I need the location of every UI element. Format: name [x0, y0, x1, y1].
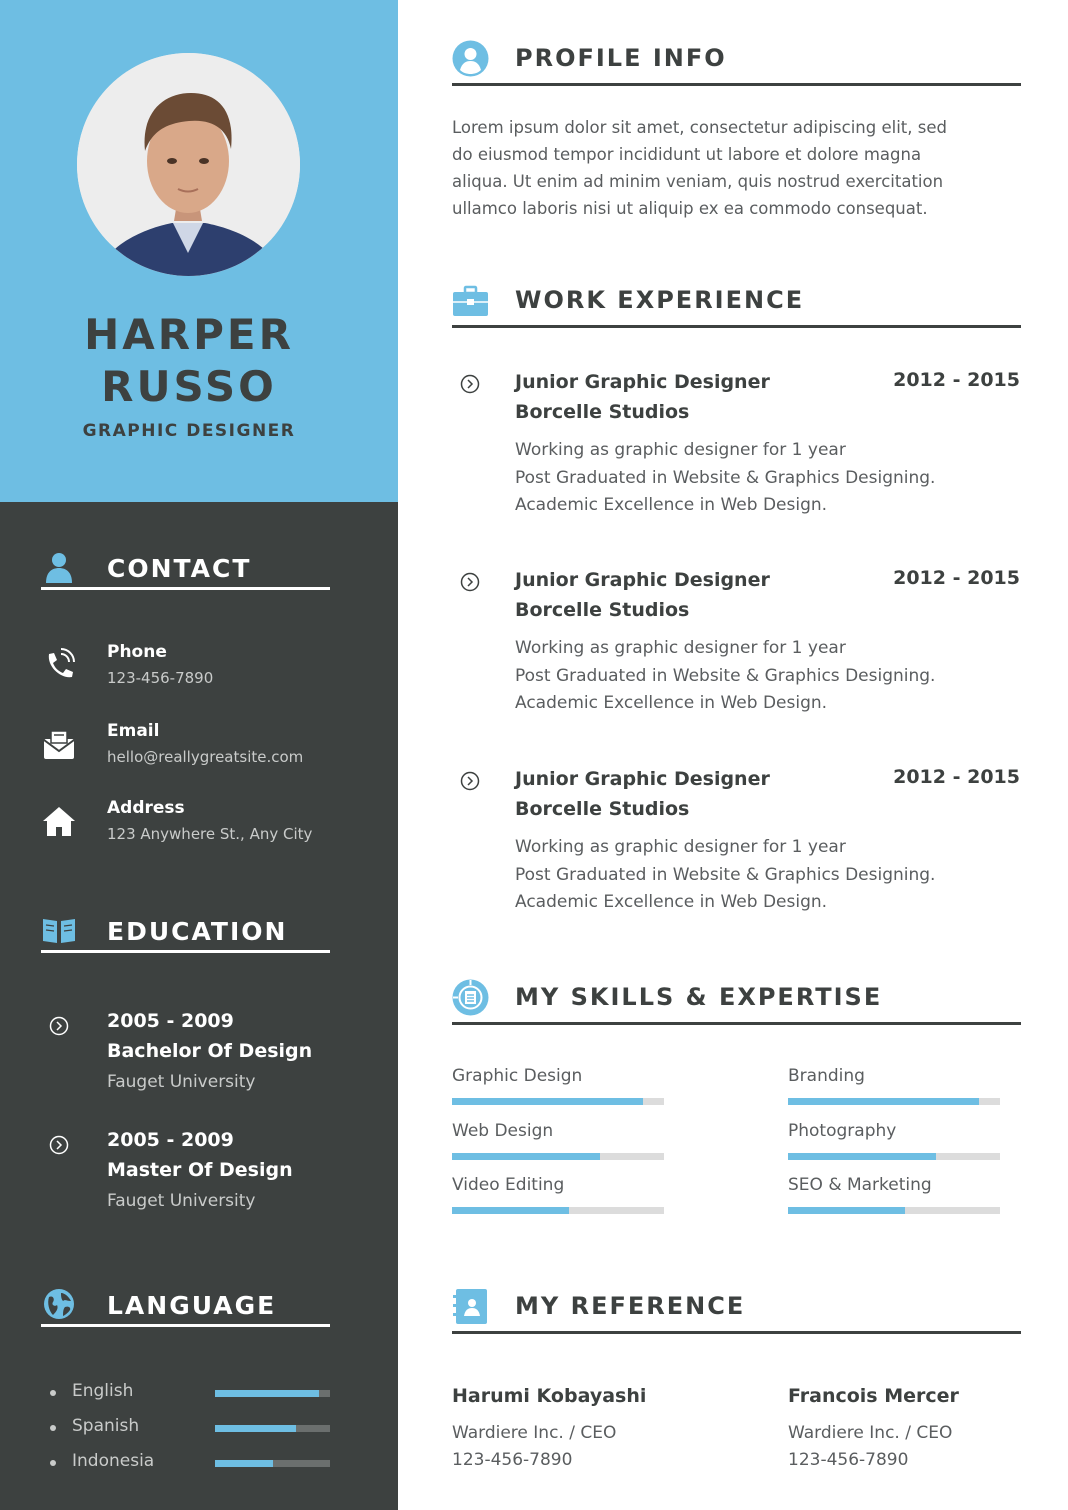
address-value: 123 Anywhere St., Any City [107, 825, 313, 843]
education-years: 2005 - 2009 [107, 1129, 234, 1151]
education-item [41, 1129, 341, 1229]
education-degree: Bachelor Of Design [107, 1040, 313, 1062]
reference-title: MY REFERENCE [515, 1292, 746, 1320]
contact-title: CONTACT [107, 554, 252, 583]
education-title: EDUCATION [107, 917, 288, 946]
language-level-bar [215, 1425, 330, 1432]
briefcase-icon [452, 282, 489, 319]
education-item [41, 1010, 341, 1110]
profile-line: ullamco laboris nisi ut aliquip ex ea commodo consequat. [452, 199, 928, 218]
job-years: 2012 - 2015 [893, 369, 1020, 391]
job-description-line: Academic Excellence in Web Design. [515, 693, 828, 713]
chevron-circle-icon [49, 1135, 69, 1155]
skill-level-bar [788, 1153, 1000, 1160]
profile-line: Lorem ipsum dolor sit amet, consectetur adipiscing elit, sed [452, 118, 947, 137]
work-item [452, 768, 1024, 918]
job-company: Borcelle Studios [515, 401, 690, 423]
skill-name: Graphic Design [452, 1066, 583, 1086]
phone-value[interactable]: 123-456-7890 [107, 669, 214, 687]
language-level-fill [215, 1460, 273, 1467]
skill-level-fill [452, 1098, 643, 1105]
job-description [515, 635, 935, 718]
bullet [50, 1460, 56, 1466]
skills-title: MY SKILLS & EXPERTISE [515, 983, 883, 1011]
work-title: WORK EXPERIENCE [515, 286, 805, 314]
job-description [515, 834, 935, 917]
job-company: Borcelle Studios [515, 599, 690, 621]
reference-name: Harumi Kobayashi [452, 1385, 647, 1407]
last-name: RUSSO [101, 362, 277, 411]
profile-photo [77, 53, 300, 276]
skill-name: Photography [788, 1121, 897, 1141]
reference-item [452, 1385, 692, 1470]
job-title: Junior Graphic Designer [515, 371, 770, 393]
language-item [48, 1451, 338, 1475]
skills-target-icon [452, 979, 489, 1016]
education-school: Fauget University [107, 1072, 256, 1092]
skill-item [452, 1175, 664, 1221]
education-heading [41, 915, 330, 953]
reference-name: Francois Mercer [788, 1385, 959, 1407]
job-description-line: Post Graduated in Website & Graphics Designing. [515, 665, 936, 686]
sidebar-header [0, 0, 398, 502]
skill-level-bar [788, 1098, 1000, 1105]
skill-level-bar [452, 1207, 664, 1214]
chevron-circle-icon [460, 374, 480, 394]
language-name: Indonesia [72, 1451, 155, 1471]
profile-photo-illustration [77, 53, 300, 276]
skill-item [452, 1066, 664, 1112]
contact-phone [41, 642, 341, 692]
email-value[interactable]: hello@reallygreatsite.com [107, 748, 304, 766]
user-icon [41, 552, 77, 584]
language-heading [41, 1289, 330, 1327]
work-heading [452, 278, 1021, 328]
home-icon [41, 804, 77, 838]
profile-line: aliqua. Ut enim ad minim veniam, quis nostrud exercitation [452, 172, 944, 191]
skill-level-bar [788, 1207, 1000, 1214]
language-level-bar [215, 1390, 330, 1397]
contact-book-icon [452, 1288, 489, 1325]
job-title: Junior Graphic Designer [515, 569, 770, 591]
envelope-icon [41, 727, 77, 761]
skill-name: Branding [788, 1066, 865, 1086]
skill-name: Web Design [452, 1121, 554, 1141]
profile-heading [452, 36, 1021, 86]
skill-name: SEO & Marketing [788, 1175, 932, 1195]
job-description-line: Post Graduated in Website & Graphics Designing. [515, 467, 936, 488]
profile-summary [452, 114, 1024, 222]
book-icon [41, 915, 77, 947]
skill-item [788, 1066, 1000, 1112]
job-years: 2012 - 2015 [893, 567, 1020, 589]
skill-level-fill [788, 1153, 936, 1160]
first-name: HARPER [84, 310, 294, 359]
skill-level-fill [788, 1098, 979, 1105]
skills-heading [452, 975, 1021, 1025]
language-item [48, 1381, 338, 1405]
chevron-circle-icon [49, 1016, 69, 1036]
job-company: Borcelle Studios [515, 798, 690, 820]
contact-address [41, 798, 341, 848]
job-description-line: Academic Excellence in Web Design. [515, 495, 828, 515]
skill-item [452, 1121, 664, 1167]
skill-level-fill [452, 1207, 569, 1214]
reference-phone[interactable]: 123-456-7890 [788, 1450, 909, 1470]
profile-line: do eiusmod tempor incididunt ut labore et dolore magna [452, 145, 922, 164]
work-item [452, 569, 1024, 719]
contact-heading [41, 552, 330, 590]
education-degree: Master Of Design [107, 1159, 293, 1181]
job-description-line: Working as graphic designer for 1 year [515, 638, 846, 658]
skill-level-bar [452, 1153, 664, 1160]
education-years: 2005 - 2009 [107, 1010, 234, 1032]
contact-email [41, 721, 341, 771]
language-title: LANGUAGE [107, 1291, 277, 1320]
bullet [50, 1425, 56, 1431]
reference-role: Wardiere Inc. / CEO [452, 1423, 617, 1443]
language-name: English [72, 1381, 134, 1401]
language-name: Spanish [72, 1416, 140, 1436]
language-item [48, 1416, 338, 1440]
reference-phone[interactable]: 123-456-7890 [452, 1450, 573, 1470]
language-level-fill [215, 1390, 319, 1397]
job-description-line: Academic Excellence in Web Design. [515, 892, 828, 912]
language-level-fill [215, 1425, 296, 1432]
chevron-circle-icon [460, 572, 480, 592]
profile-title: PROFILE INFO [515, 44, 727, 72]
language-level-bar [215, 1460, 330, 1467]
job-role: GRAPHIC DESIGNER [82, 421, 296, 441]
job-years: 2012 - 2015 [893, 766, 1020, 788]
chevron-circle-icon [460, 771, 480, 791]
email-label: Email [107, 721, 160, 741]
work-item [452, 371, 1024, 521]
job-title: Junior Graphic Designer [515, 768, 770, 790]
skill-level-fill [788, 1207, 905, 1214]
skill-item [788, 1175, 1000, 1221]
skill-level-fill [452, 1153, 600, 1160]
bullet [50, 1390, 56, 1396]
job-description-line: Post Graduated in Website & Graphics Designing. [515, 864, 936, 885]
reference-role: Wardiere Inc. / CEO [788, 1423, 953, 1443]
reference-heading [452, 1284, 1021, 1334]
education-school: Fauget University [107, 1191, 256, 1211]
job-description-line: Working as graphic designer for 1 year [515, 440, 846, 460]
job-description [515, 437, 935, 520]
phone-label: Phone [107, 642, 167, 662]
globe-icon [41, 1289, 77, 1321]
reference-item [788, 1385, 1028, 1470]
phone-icon [41, 648, 77, 682]
skill-item [788, 1121, 1000, 1167]
skill-name: Video Editing [452, 1175, 565, 1195]
job-description-line: Working as graphic designer for 1 year [515, 837, 846, 857]
user-circle-icon [452, 40, 489, 77]
address-label: Address [107, 798, 185, 818]
skill-level-bar [452, 1098, 664, 1105]
